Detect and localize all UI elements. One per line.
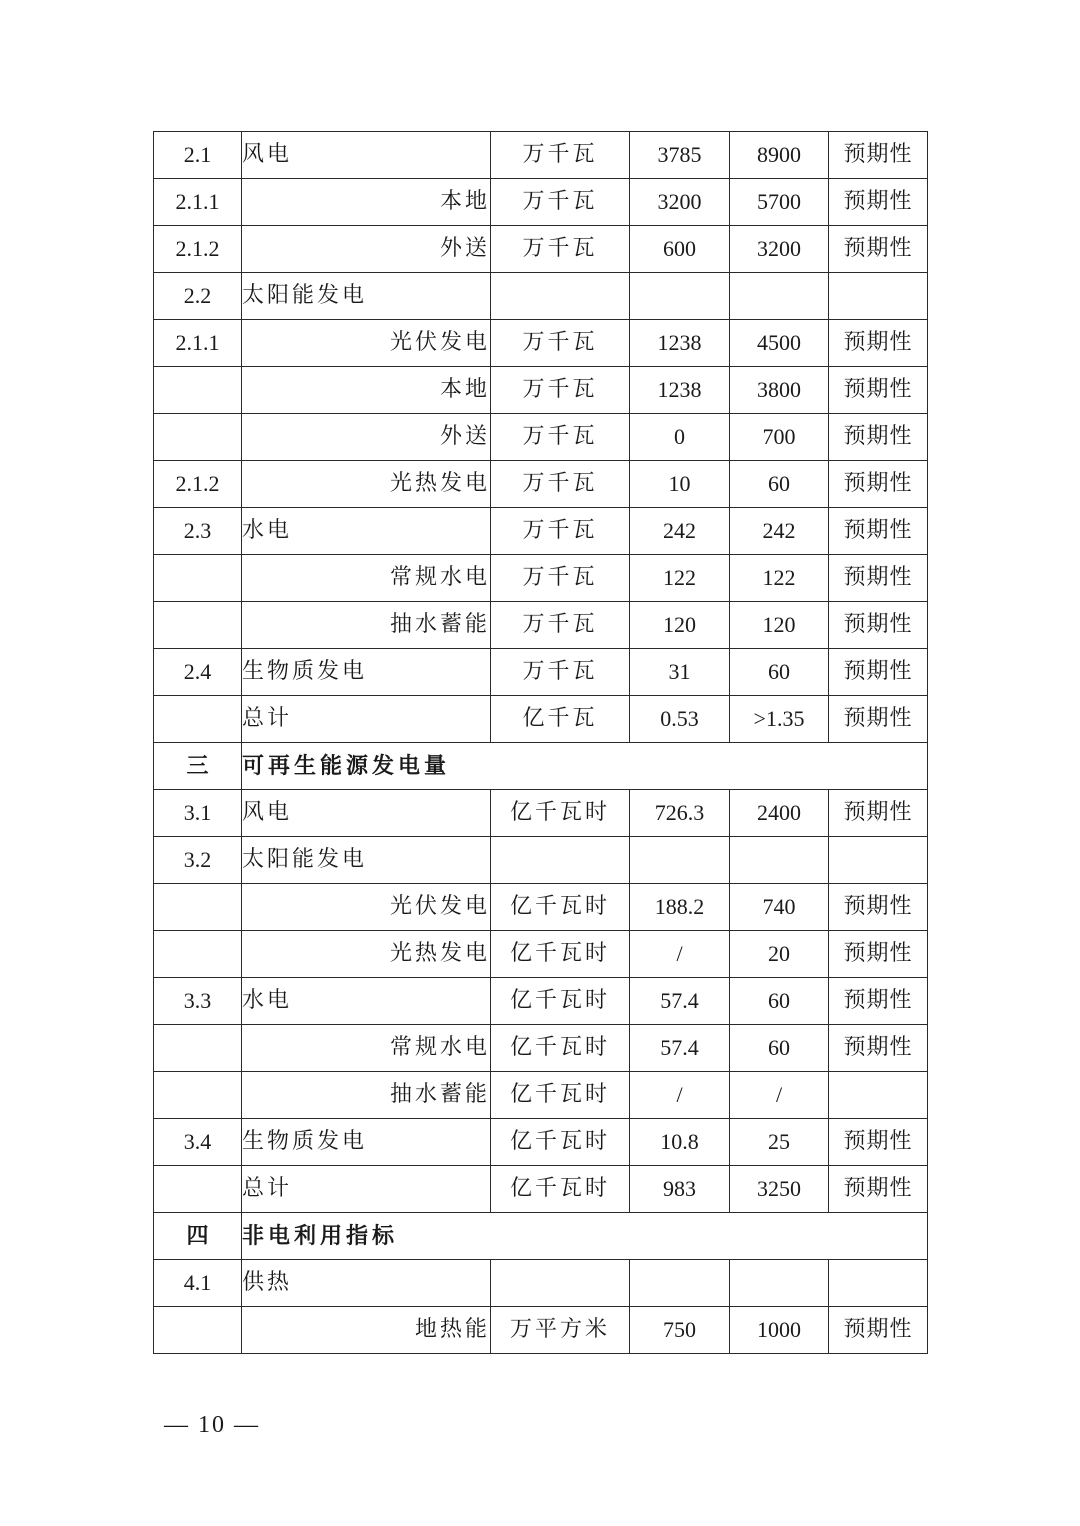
table-row — [154, 132, 928, 179]
value-2020: 122 — [630, 555, 730, 602]
table-row — [154, 226, 928, 273]
value-2020: 57.4 — [630, 978, 730, 1025]
value-2025: 1000 — [730, 1307, 829, 1354]
value-2025: 120 — [730, 602, 829, 649]
indicator-name: 光热发电 — [242, 931, 491, 978]
property-cell: 预期性 — [829, 602, 928, 649]
unit-cell: 亿千瓦时 — [491, 931, 630, 978]
indicator-name: 总计 — [242, 696, 491, 743]
table-row — [154, 1260, 928, 1307]
value-2025: 122 — [730, 555, 829, 602]
property-cell — [829, 837, 928, 884]
property-cell: 预期性 — [829, 508, 928, 555]
row-number: 3.2 — [154, 837, 242, 884]
indicator-name: 常规水电 — [242, 555, 491, 602]
row-number — [154, 1307, 242, 1354]
row-number — [154, 1072, 242, 1119]
value-2020: 983 — [630, 1166, 730, 1213]
value-2025: 25 — [730, 1119, 829, 1166]
unit-cell: 亿千瓦时 — [491, 1025, 630, 1072]
value-2020: 3200 — [630, 179, 730, 226]
value-2025: 5700 — [730, 179, 829, 226]
value-2025: / — [730, 1072, 829, 1119]
value-2020: / — [630, 1072, 730, 1119]
table-row — [154, 696, 928, 743]
value-2025 — [730, 1260, 829, 1307]
value-2020 — [630, 837, 730, 884]
unit-cell: 万千瓦 — [491, 602, 630, 649]
section-title: 非电利用指标 — [242, 1213, 928, 1260]
value-2025 — [730, 837, 829, 884]
row-number — [154, 931, 242, 978]
property-cell — [829, 1260, 928, 1307]
value-2020: 600 — [630, 226, 730, 273]
unit-cell: 万千瓦 — [491, 414, 630, 461]
property-cell: 预期性 — [829, 1166, 928, 1213]
value-2025: 3800 — [730, 367, 829, 414]
property-cell: 预期性 — [829, 179, 928, 226]
section-header-row — [154, 1213, 928, 1260]
property-cell: 预期性 — [829, 555, 928, 602]
value-2025: 60 — [730, 461, 829, 508]
row-number — [154, 414, 242, 461]
table-row — [154, 1307, 928, 1354]
table-row — [154, 1166, 928, 1213]
value-2025: 8900 — [730, 132, 829, 179]
value-2020: 188.2 — [630, 884, 730, 931]
property-cell: 预期性 — [829, 884, 928, 931]
value-2025: 60 — [730, 1025, 829, 1072]
indicator-name: 光伏发电 — [242, 884, 491, 931]
property-cell: 预期性 — [829, 790, 928, 837]
table-row — [154, 414, 928, 461]
value-2025: 60 — [730, 978, 829, 1025]
value-2025: 20 — [730, 931, 829, 978]
indicator-name: 风电 — [242, 790, 491, 837]
value-2025: 242 — [730, 508, 829, 555]
unit-cell: 万平方米 — [491, 1307, 630, 1354]
property-cell: 预期性 — [829, 1119, 928, 1166]
value-2025: 3250 — [730, 1166, 829, 1213]
indicator-name: 常规水电 — [242, 1025, 491, 1072]
value-2020: 120 — [630, 602, 730, 649]
row-number — [154, 696, 242, 743]
value-2025: 4500 — [730, 320, 829, 367]
property-cell: 预期性 — [829, 226, 928, 273]
value-2020 — [630, 273, 730, 320]
value-2025: 700 — [730, 414, 829, 461]
value-2020: 10.8 — [630, 1119, 730, 1166]
row-number: 2.1 — [154, 132, 242, 179]
value-2020: 0.53 — [630, 696, 730, 743]
unit-cell: 万千瓦 — [491, 508, 630, 555]
table-row — [154, 179, 928, 226]
unit-cell: 万千瓦 — [491, 461, 630, 508]
property-cell: 预期性 — [829, 978, 928, 1025]
indicator-name: 外送 — [242, 226, 491, 273]
indicator-name: 抽水蓄能 — [242, 1072, 491, 1119]
table-row — [154, 461, 928, 508]
unit-cell — [491, 273, 630, 320]
unit-cell: 亿千瓦时 — [491, 1119, 630, 1166]
value-2025: 740 — [730, 884, 829, 931]
value-2020: 1238 — [630, 367, 730, 414]
indicator-name: 生物质发电 — [242, 1119, 491, 1166]
indicator-name: 生物质发电 — [242, 649, 491, 696]
value-2020: 57.4 — [630, 1025, 730, 1072]
property-cell: 预期性 — [829, 461, 928, 508]
property-cell: 预期性 — [829, 1025, 928, 1072]
unit-cell — [491, 1260, 630, 1307]
row-number: 3.4 — [154, 1119, 242, 1166]
row-number: 4.1 — [154, 1260, 242, 1307]
value-2020: 0 — [630, 414, 730, 461]
value-2025: 60 — [730, 649, 829, 696]
property-cell: 预期性 — [829, 1307, 928, 1354]
value-2020: / — [630, 931, 730, 978]
table-row — [154, 508, 928, 555]
unit-cell: 亿千瓦时 — [491, 978, 630, 1025]
value-2025: 3200 — [730, 226, 829, 273]
table-body — [154, 132, 928, 1354]
row-number — [154, 884, 242, 931]
value-2025: >1.35 — [730, 696, 829, 743]
table-row — [154, 367, 928, 414]
indicator-name: 总计 — [242, 1166, 491, 1213]
section-number: 四 — [154, 1213, 242, 1260]
table-row — [154, 273, 928, 320]
table-row — [154, 1025, 928, 1072]
value-2020 — [630, 1260, 730, 1307]
indicator-name: 抽水蓄能 — [242, 602, 491, 649]
indicator-name: 太阳能发电 — [242, 837, 491, 884]
unit-cell: 亿千瓦时 — [491, 1166, 630, 1213]
section-title: 可再生能源发电量 — [242, 743, 928, 790]
indicator-name: 地热能 — [242, 1307, 491, 1354]
row-number: 2.1.2 — [154, 226, 242, 273]
row-number: 2.3 — [154, 508, 242, 555]
row-number — [154, 555, 242, 602]
table-row — [154, 931, 928, 978]
unit-cell: 万千瓦 — [491, 555, 630, 602]
indicator-name: 外送 — [242, 414, 491, 461]
value-2020: 726.3 — [630, 790, 730, 837]
unit-cell: 万千瓦 — [491, 179, 630, 226]
section-number: 三 — [154, 743, 242, 790]
row-number: 3.1 — [154, 790, 242, 837]
unit-cell: 万千瓦 — [491, 367, 630, 414]
row-number: 2.1.2 — [154, 461, 242, 508]
property-cell: 预期性 — [829, 132, 928, 179]
table-row — [154, 602, 928, 649]
table-row — [154, 555, 928, 602]
property-cell: 预期性 — [829, 649, 928, 696]
value-2020: 1238 — [630, 320, 730, 367]
row-number: 2.4 — [154, 649, 242, 696]
property-cell — [829, 273, 928, 320]
table-row — [154, 837, 928, 884]
indicator-name: 光伏发电 — [242, 320, 491, 367]
value-2020: 10 — [630, 461, 730, 508]
unit-cell: 万千瓦 — [491, 649, 630, 696]
indicator-name: 本地 — [242, 367, 491, 414]
indicator-name: 光热发电 — [242, 461, 491, 508]
indicator-name: 供热 — [242, 1260, 491, 1307]
unit-cell: 万千瓦 — [491, 226, 630, 273]
property-cell: 预期性 — [829, 931, 928, 978]
row-number: 3.3 — [154, 978, 242, 1025]
page-number: — 10 — — [164, 1412, 260, 1438]
indicator-name: 风电 — [242, 132, 491, 179]
row-number — [154, 1166, 242, 1213]
indicator-table — [153, 131, 928, 1354]
section-header-row — [154, 743, 928, 790]
unit-cell: 亿千瓦时 — [491, 790, 630, 837]
table-row — [154, 649, 928, 696]
table-row — [154, 978, 928, 1025]
indicator-name: 水电 — [242, 508, 491, 555]
unit-cell: 亿千瓦 — [491, 696, 630, 743]
row-number: 2.1.1 — [154, 179, 242, 226]
value-2020: 31 — [630, 649, 730, 696]
value-2025: 2400 — [730, 790, 829, 837]
table-row — [154, 1119, 928, 1166]
property-cell: 预期性 — [829, 320, 928, 367]
value-2020: 3785 — [630, 132, 730, 179]
value-2025 — [730, 273, 829, 320]
unit-cell: 亿千瓦时 — [491, 1072, 630, 1119]
indicator-name: 本地 — [242, 179, 491, 226]
value-2020: 242 — [630, 508, 730, 555]
property-cell: 预期性 — [829, 414, 928, 461]
table-row — [154, 884, 928, 931]
property-cell: 预期性 — [829, 696, 928, 743]
indicator-name: 太阳能发电 — [242, 273, 491, 320]
indicator-name: 水电 — [242, 978, 491, 1025]
row-number — [154, 602, 242, 649]
row-number: 2.1.1 — [154, 320, 242, 367]
row-number — [154, 1025, 242, 1072]
table-row — [154, 320, 928, 367]
property-cell — [829, 1072, 928, 1119]
row-number — [154, 367, 242, 414]
table-row — [154, 790, 928, 837]
row-number: 2.2 — [154, 273, 242, 320]
property-cell: 预期性 — [829, 367, 928, 414]
unit-cell: 万千瓦 — [491, 132, 630, 179]
unit-cell — [491, 837, 630, 884]
unit-cell: 亿千瓦时 — [491, 884, 630, 931]
value-2020: 750 — [630, 1307, 730, 1354]
unit-cell: 万千瓦 — [491, 320, 630, 367]
table-row — [154, 1072, 928, 1119]
